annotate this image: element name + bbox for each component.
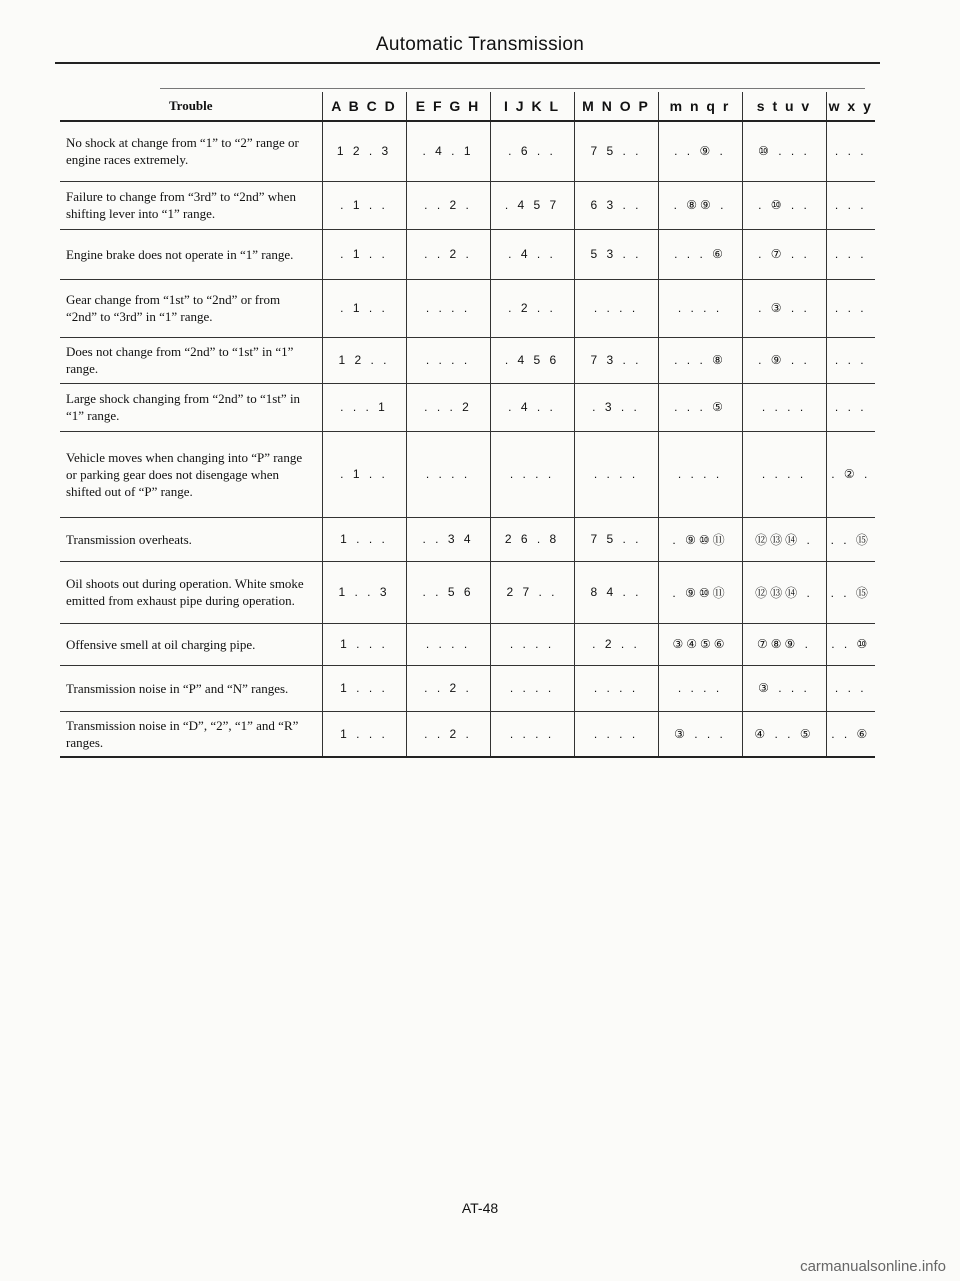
check-item-codes: . . . — [826, 121, 875, 181]
check-item-codes: ⑫⑬⑭ . — [742, 517, 826, 561]
check-item-codes: 7 3 . . — [574, 337, 658, 383]
check-item-codes: . ⑦ . . — [742, 229, 826, 279]
check-item-codes: . ⑨⑩⑪ — [658, 517, 742, 561]
check-item-codes: 1 . . . — [322, 517, 406, 561]
check-item-codes: . ⑩ . . — [742, 181, 826, 229]
column-header-group: s t u v — [742, 92, 826, 121]
column-header-group: A B C D — [322, 92, 406, 121]
check-item-codes: 2 7 . . — [490, 561, 574, 623]
check-item-codes: . 4 . 1 — [406, 121, 490, 181]
check-item-codes: . . . . — [742, 383, 826, 431]
check-item-codes: . . 2 . — [406, 229, 490, 279]
check-item-codes: . . ⑩ — [826, 623, 875, 665]
check-item-codes: 6 3 . . — [574, 181, 658, 229]
trouble-description: Transmission noise in “P” and “N” ranges. — [60, 665, 322, 711]
check-item-codes: 7 5 . . — [574, 517, 658, 561]
page-header: Automatic Transmission — [375, 34, 585, 55]
check-item-codes: . . . 2 — [406, 383, 490, 431]
check-item-codes: . . . . — [658, 431, 742, 517]
column-header-group: I J K L — [490, 92, 574, 121]
page-number: AT-48 — [461, 1200, 499, 1216]
check-item-codes: . . . ⑥ — [658, 229, 742, 279]
check-item-codes: . . . — [826, 337, 875, 383]
check-item-codes: . 1 . . — [322, 181, 406, 229]
check-item-codes: . ⑨ . . — [742, 337, 826, 383]
table-row — [60, 665, 875, 711]
table-row — [60, 711, 875, 757]
check-item-codes: . 4 . . — [490, 383, 574, 431]
trouble-description: Does not change from “2nd” to “1st” in “1” range. — [60, 337, 322, 383]
check-item-codes: 8 4 . . — [574, 561, 658, 623]
check-item-codes: . ⑧⑨ . — [658, 181, 742, 229]
check-item-codes: . 4 5 6 — [490, 337, 574, 383]
check-item-codes: . . . . — [406, 279, 490, 337]
column-header-trouble: Trouble — [60, 92, 322, 121]
trouble-description: Engine brake does not operate in “1” range. — [60, 229, 322, 279]
check-item-codes: . . . . — [490, 665, 574, 711]
check-item-codes: . . . — [826, 181, 875, 229]
table-row — [60, 121, 875, 181]
check-item-codes: . . ⑮ — [826, 517, 875, 561]
trouble-description: Transmission noise in “D”, “2”, “1” and “R” ranges. — [60, 711, 322, 757]
check-item-codes: . 3 . . — [574, 383, 658, 431]
check-item-codes: . . 2 . — [406, 665, 490, 711]
check-item-codes: ③④⑤⑥ — [658, 623, 742, 665]
check-item-codes: . . ⑥ — [826, 711, 875, 757]
trouble-description: Gear change from “1st” to “2nd” or from “2nd” to “3rd” in “1” range. — [60, 279, 322, 337]
check-item-codes: . . 3 4 — [406, 517, 490, 561]
check-item-codes: . 4 . . — [490, 229, 574, 279]
check-item-codes: ⑫⑬⑭ . — [742, 561, 826, 623]
check-item-codes: . . . 1 — [322, 383, 406, 431]
check-item-codes: . . ⑨ . — [658, 121, 742, 181]
check-item-codes: . . . . — [490, 711, 574, 757]
check-item-codes: . . . . — [490, 623, 574, 665]
check-item-codes: 7 5 . . — [574, 121, 658, 181]
check-item-codes: . . . . — [574, 711, 658, 757]
check-item-codes: ③ . . . — [742, 665, 826, 711]
column-header-group: M N O P — [574, 92, 658, 121]
check-item-codes: . . . — [826, 665, 875, 711]
check-item-codes: . . . . — [574, 665, 658, 711]
table-row — [60, 623, 875, 665]
check-item-codes: . . . — [826, 383, 875, 431]
check-item-codes: 2 6 . 8 — [490, 517, 574, 561]
check-item-codes: . . . . — [490, 431, 574, 517]
table-row — [60, 383, 875, 431]
check-item-codes: . 1 . . — [322, 431, 406, 517]
check-item-codes: . 1 . . — [322, 279, 406, 337]
check-item-codes: . 2 . . — [490, 279, 574, 337]
check-item-codes: . . . — [826, 229, 875, 279]
check-item-codes: . . . . — [742, 431, 826, 517]
trouble-description: Transmission overheats. — [60, 517, 322, 561]
watermark: carmanualsonline.info — [800, 1258, 946, 1275]
check-item-codes: . . . . — [406, 337, 490, 383]
check-item-codes: 1 2 . 3 — [322, 121, 406, 181]
table-row — [60, 561, 875, 623]
table-row — [60, 181, 875, 229]
check-item-codes: . . . — [826, 279, 875, 337]
table-row — [60, 517, 875, 561]
check-item-codes: . . . . — [574, 279, 658, 337]
column-header-group: E F G H — [406, 92, 490, 121]
table-body — [60, 121, 875, 757]
trouble-description: Large shock changing from “2nd” to “1st” in “1” range. — [60, 383, 322, 431]
check-item-codes: . 6 . . — [490, 121, 574, 181]
table-row — [60, 229, 875, 279]
check-item-codes: . . . . — [406, 431, 490, 517]
check-item-codes: . ③ . . — [742, 279, 826, 337]
table-top-rule — [160, 88, 865, 89]
table-header-row — [60, 92, 875, 121]
check-item-codes: 1 2 . . — [322, 337, 406, 383]
check-item-codes: . . . ⑧ — [658, 337, 742, 383]
check-item-codes: 1 . . . — [322, 711, 406, 757]
trouble-description: Vehicle moves when changing into “P” range or parking gear does not disengage when shifted out of “P” range. — [60, 431, 322, 517]
table-row — [60, 337, 875, 383]
table-row — [60, 431, 875, 517]
check-item-codes: 5 3 . . — [574, 229, 658, 279]
check-item-codes: ③ . . . — [658, 711, 742, 757]
check-item-codes: ⑩ . . . — [742, 121, 826, 181]
check-item-codes: . . 5 6 — [406, 561, 490, 623]
column-header-group: w x y — [826, 92, 875, 121]
check-item-codes: . . 2 . — [406, 711, 490, 757]
check-item-codes: . . . . — [658, 665, 742, 711]
check-item-codes: . 4 5 7 — [490, 181, 574, 229]
table-row — [60, 279, 875, 337]
check-item-codes: . 2 . . — [574, 623, 658, 665]
trouble-description: No shock at change from “1” to “2” range or engine races extremely. — [60, 121, 322, 181]
check-item-codes: 1 . . . — [322, 665, 406, 711]
check-item-codes: . ⑨⑩⑪ — [658, 561, 742, 623]
check-item-codes: . . . . — [658, 279, 742, 337]
trouble-description: Offensive smell at oil charging pipe. — [60, 623, 322, 665]
check-item-codes: ⑦⑧⑨ . — [742, 623, 826, 665]
check-item-codes: . . . ⑤ — [658, 383, 742, 431]
check-item-codes: . ② . — [826, 431, 875, 517]
check-item-codes: . . ⑮ — [826, 561, 875, 623]
trouble-description: Failure to change from “3rd” to “2nd” when shifting lever into “1” range. — [60, 181, 322, 229]
check-item-codes: . 1 . . — [322, 229, 406, 279]
check-item-codes: . . . . — [406, 623, 490, 665]
check-item-codes: . . 2 . — [406, 181, 490, 229]
header-rule — [55, 62, 880, 64]
check-item-codes: 1 . . 3 — [322, 561, 406, 623]
trouble-diagnosis-table — [60, 92, 875, 758]
check-item-codes: 1 . . . — [322, 623, 406, 665]
check-item-codes: . . . . — [574, 431, 658, 517]
trouble-description: Oil shoots out during operation. White smoke emitted from exhaust pipe during operation. — [60, 561, 322, 623]
check-item-codes: ④ . . ⑤ — [742, 711, 826, 757]
column-header-group: m n q r — [658, 92, 742, 121]
